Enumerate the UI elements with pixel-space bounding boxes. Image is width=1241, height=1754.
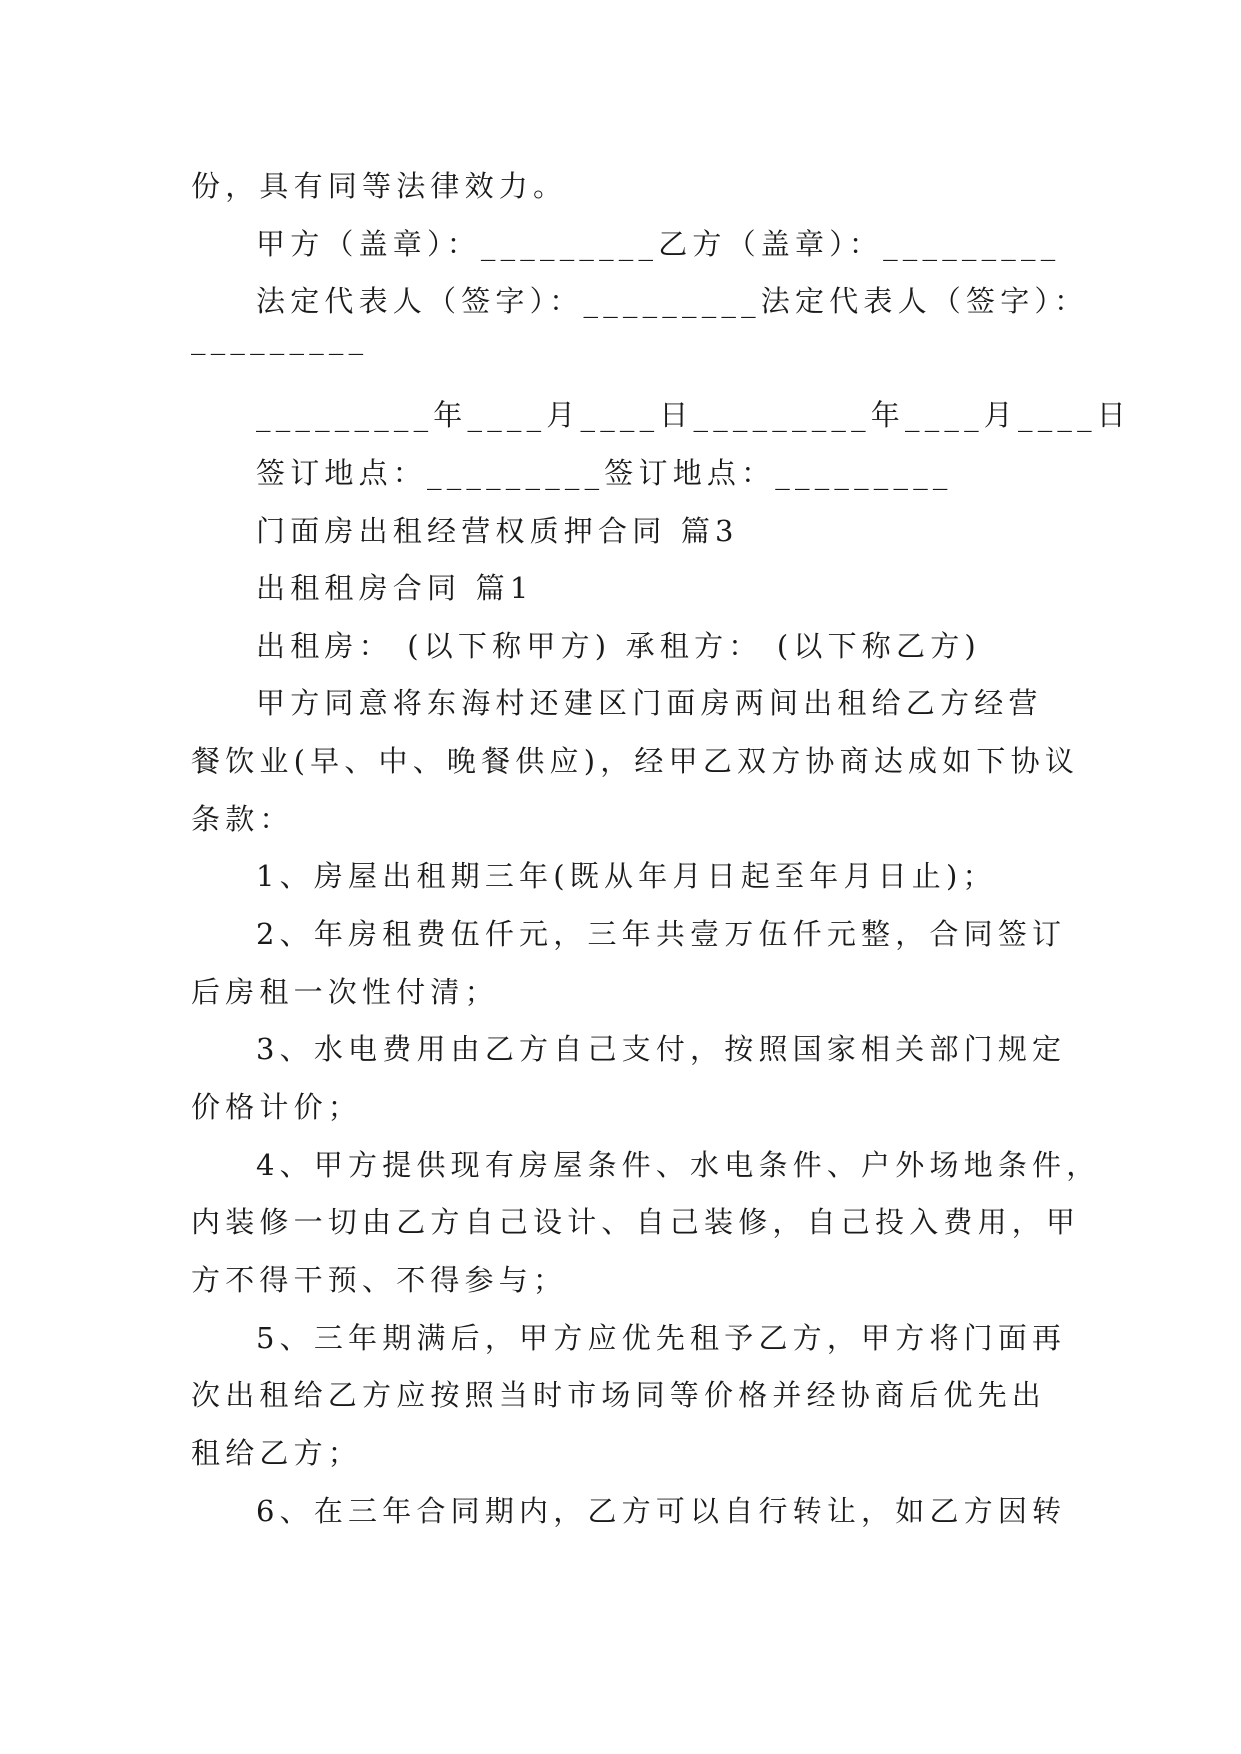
text-line: 内装修一切由乙方自己设计、自己装修，自己投入费用，甲 — [191, 1205, 1081, 1239]
text-line: 2、年房租费伍仟元，三年共壹万伍仟元整，合同签订 — [256, 917, 1067, 951]
text-line: 后房租一次性付清； — [191, 975, 499, 1009]
text-line: 条款： — [191, 802, 294, 836]
text-line: 3、水电费用由乙方自己支付，按照国家相关部门规定 — [256, 1032, 1067, 1066]
section-title: 门面房出租经营权质押合同 篇3 — [256, 514, 739, 548]
text-line: 签订地点：_________签订地点：_________ — [256, 456, 953, 490]
text-line: 租给乙方； — [191, 1436, 363, 1470]
section-title: 出租租房合同 篇1 — [256, 571, 534, 605]
text-line: 价格计价； — [191, 1090, 363, 1124]
text-line: 甲方同意将东海村还建区门面房两间出租给乙方经营 — [256, 686, 1043, 720]
text-line: 份，具有同等法律效力。 — [191, 169, 568, 203]
text-line: 5、三年期满后，甲方应优先租予乙方，甲方将门面再 — [256, 1321, 1067, 1355]
text-line: 出租房： (以下称甲方) 承租方： (以下称乙方) — [256, 629, 981, 663]
text-line: _________ — [191, 321, 369, 355]
text-line: 次出租给乙方应按照当时市场同等价格并经协商后优先出 — [191, 1378, 1047, 1412]
text-line: 法定代表人（签字）：_________法定代表人（签字）： — [256, 284, 1089, 318]
text-line: 6、在三年合同期内，乙方可以自行转让，如乙方因转 — [256, 1494, 1067, 1528]
text-line: 餐饮业(早、中、晚餐供应)，经甲乙双方协商达成如下协议 — [191, 744, 1080, 778]
text-line: 甲方（盖章）：_________乙方（盖章）：_________ — [256, 227, 1061, 261]
text-line: 1、房屋出租期三年(既从年月日起至年月日止)； — [256, 859, 997, 893]
text-line: 方不得干预、不得参与； — [191, 1263, 568, 1297]
text-line: _________年____月____日_________年____月____日 — [256, 398, 1132, 432]
text-line: 4、甲方提供现有房屋条件、水电条件、户外场地条件， — [256, 1148, 1101, 1182]
